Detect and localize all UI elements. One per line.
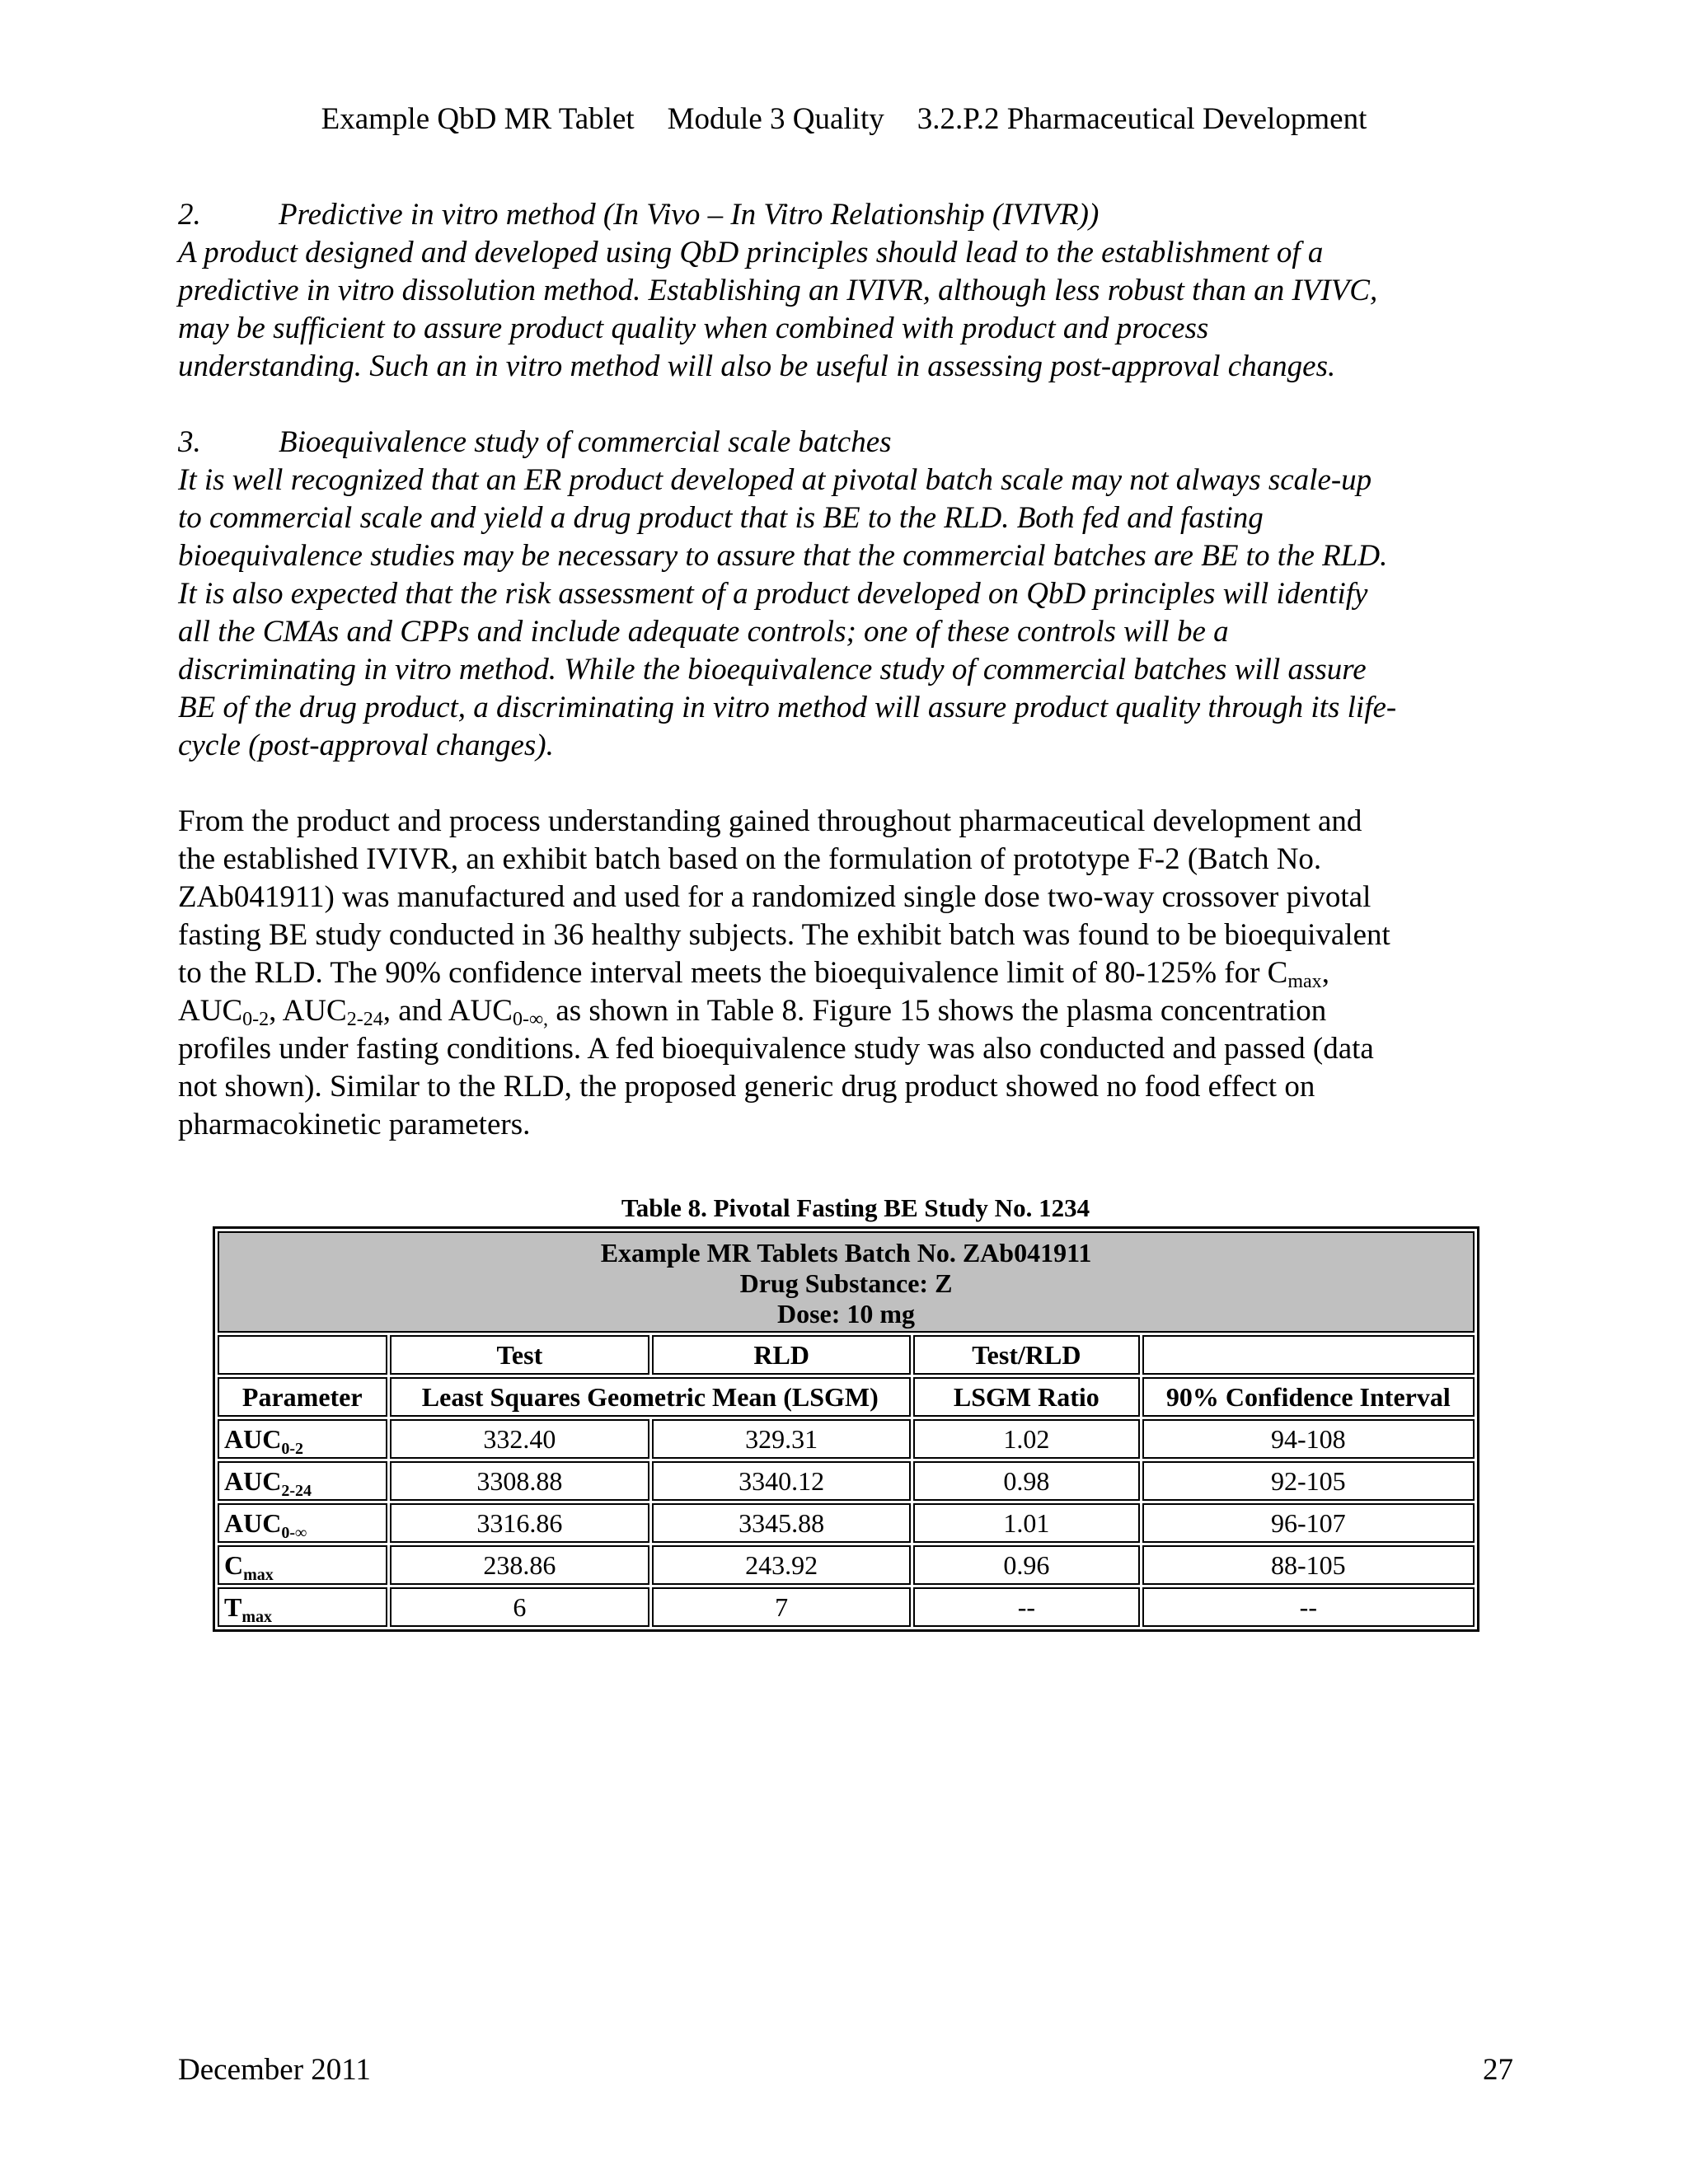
table-banner [218, 1231, 1475, 1333]
param-subscript: max [243, 1566, 274, 1584]
header-doc-title: Example QbD MR Tablet [321, 102, 635, 136]
section-3-line: to commercial scale and yield a drug product that is BE to the RLD. Both fed and fasting [178, 501, 1264, 535]
param-name: AUC [224, 1508, 282, 1538]
body-line: the established IVIVR, an exhibit batch based on the formulation of prototype F-2 (Batch No. [178, 842, 1322, 876]
param-name: AUC [224, 1424, 282, 1454]
ci-cell: 88-105 [1142, 1545, 1475, 1585]
body-text: AUC [178, 994, 243, 1028]
rld-cell: 7 [652, 1587, 911, 1627]
header-ratio: LSGM Ratio [913, 1377, 1140, 1417]
ci-cell: 94-108 [1142, 1419, 1475, 1459]
subscript: max [1287, 971, 1322, 992]
section-2-heading [178, 196, 1513, 234]
header-module: Module 3 Quality [667, 102, 884, 136]
header-ci: 90% Confidence Interval [1142, 1377, 1475, 1417]
banner-substance: Drug Substance: Z [739, 1268, 953, 1298]
param-cell [218, 1503, 387, 1543]
param-cell [218, 1545, 387, 1585]
param-name: C [224, 1550, 244, 1580]
section-3-line: BE of the drug product, a discriminating in vitro method will assure product quality through its life- [178, 691, 1397, 724]
body-line: fasting BE study conducted in 36 healthy subjects. The exhibit batch was found to be bioequivalent [178, 918, 1390, 952]
test-cell: 332.40 [390, 1419, 650, 1459]
param-cell [218, 1587, 387, 1627]
table-banner-row [218, 1231, 1475, 1333]
param-cell [218, 1461, 387, 1501]
section-3-line: discriminating in vitro method. While the bioequivalence study of commercial batches will assure [178, 653, 1367, 687]
section-2-line: A product designed and developed using QbD principles should lead to the establishment of a [178, 236, 1324, 269]
banner-batch: Example MR Tablets Batch No. ZAb041911 [600, 1238, 1092, 1268]
param-subscript: 0-∞ [281, 1524, 307, 1542]
body-line: pharmacokinetic parameters. [178, 1108, 531, 1141]
rld-cell: 3340.12 [652, 1461, 911, 1501]
table-header-row-1 [218, 1335, 1475, 1375]
section-3-line: It is well recognized that an ER product developed at pivotal batch scale may not always scale-up [178, 463, 1372, 497]
footer-date: December 2011 [178, 2053, 371, 2087]
table-row [218, 1461, 1475, 1501]
header-cell [218, 1335, 387, 1375]
section-2-line: understanding. Such an in vitro method will also be useful in assessing post-approval changes. [178, 349, 1336, 383]
subscript: 2-24 [346, 1009, 383, 1030]
ratio-cell: 0.98 [913, 1461, 1140, 1501]
param-name: AUC [224, 1466, 282, 1496]
section-3-heading [178, 424, 1513, 462]
banner-dose: Dose: 10 mg [776, 1299, 916, 1329]
section-2 [178, 196, 1513, 386]
body-line [178, 954, 1513, 992]
table-row [218, 1587, 1475, 1627]
page-content [178, 196, 1513, 1632]
ratio-cell: -- [913, 1587, 1140, 1627]
section-2-line: predictive in vitro dissolution method. Establishing an IVIVR, although less robust than an IVIVC, [178, 274, 1378, 307]
ratio-cell: 1.02 [913, 1419, 1140, 1459]
body-text: , and AUC [382, 994, 513, 1028]
header-parameter: Parameter [218, 1377, 387, 1417]
section-3-line: cycle (post-approval changes). [178, 729, 554, 762]
section-3-line: bioequivalence studies may be necessary to assure that the commercial batches are BE to the RLD. [178, 539, 1388, 573]
body-line: ZAb041911) was manufactured and used for a randomized single dose two-way crossover pivotal [178, 880, 1372, 914]
body-line [178, 992, 1513, 1030]
table-row [218, 1503, 1475, 1543]
ci-cell: 96-107 [1142, 1503, 1475, 1543]
ratio-cell: 0.96 [913, 1545, 1140, 1585]
param-name: T [224, 1592, 242, 1622]
test-cell: 3316.86 [390, 1503, 650, 1543]
section-3-number: 3. [178, 425, 201, 459]
rld-cell: 329.31 [652, 1419, 911, 1459]
rld-cell: 3345.88 [652, 1503, 911, 1543]
body-line: From the product and process understanding gained throughout pharmaceutical development and [178, 804, 1362, 838]
ci-cell: 92-105 [1142, 1461, 1475, 1501]
body-line: profiles under fasting conditions. A fed bioequivalence study was also conducted and passed (data [178, 1032, 1374, 1066]
header-cell: RLD [652, 1335, 911, 1375]
test-cell: 3308.88 [390, 1461, 650, 1501]
header-cell: Test [390, 1335, 650, 1375]
section-2-line: may be sufficient to assure product quality when combined with product and process [178, 312, 1209, 345]
param-subscript: max [241, 1608, 273, 1626]
body-text: as shown in Table 8. Figure 15 shows the plasma concentration [548, 994, 1327, 1028]
section-2-title: Predictive in vitro method (In Vivo – In Vitro Relationship (IVIVR)) [279, 198, 1100, 232]
body-line: not shown). Similar to the RLD, the proposed generic drug product showed no food effect on [178, 1070, 1315, 1104]
subscript: 0-2 [242, 1009, 270, 1030]
running-header [0, 97, 1688, 142]
ci-cell: -- [1142, 1587, 1475, 1627]
page-number: 27 [1483, 2053, 1513, 2087]
header-cell: Test/RLD [913, 1335, 1140, 1375]
test-cell: 238.86 [390, 1545, 650, 1585]
ratio-cell: 1.01 [913, 1503, 1140, 1543]
header-cell [1142, 1335, 1475, 1375]
subscript: 0-∞, [512, 1009, 549, 1030]
be-study-table [213, 1226, 1479, 1632]
body-text: to the RLD. The 90% confidence interval meets the bioequivalence limit of 80-125% for C [178, 956, 1288, 990]
param-subscript: 0-2 [281, 1440, 303, 1458]
section-3-title: Bioequivalence study of commercial scale batches [279, 425, 892, 459]
body-text: , AUC [269, 994, 347, 1028]
section-3 [178, 424, 1513, 765]
param-cell [218, 1419, 387, 1459]
header-lsgm: Least Squares Geometric Mean (LSGM) [390, 1377, 912, 1417]
param-subscript: 2-24 [281, 1482, 312, 1500]
body-paragraph [178, 803, 1513, 1144]
table-caption: Table 8. Pivotal Fasting BE Study No. 1234 [621, 1193, 1090, 1222]
table-row [218, 1545, 1475, 1585]
table-row [218, 1419, 1475, 1459]
section-3-line: It is also expected that the risk assessment of a product developed on QbD principles will identify [178, 577, 1368, 611]
rld-cell: 243.92 [652, 1545, 911, 1585]
section-2-number: 2. [178, 198, 201, 232]
table-header-row-2 [218, 1377, 1475, 1417]
header-section: 3.2.P.2 Pharmaceutical Development [917, 102, 1367, 136]
section-3-line: all the CMAs and CPPs and include adequate controls; one of these controls will be a [178, 615, 1229, 649]
body-text: , [1321, 956, 1329, 990]
test-cell: 6 [390, 1587, 650, 1627]
